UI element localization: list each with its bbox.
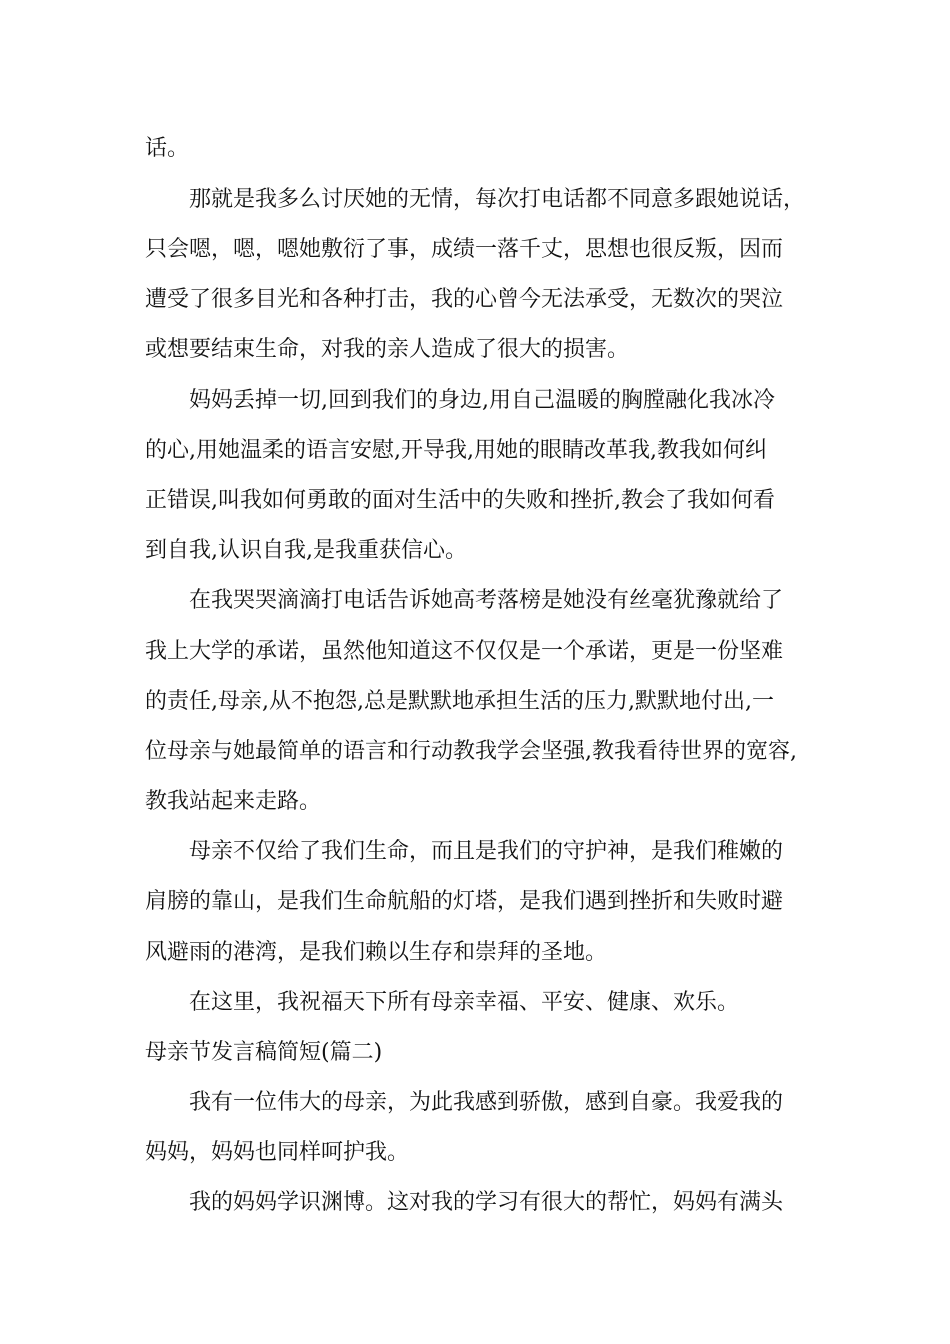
text-line: 我的妈妈学识渊博。这对我的学习有很大的帮忙，妈妈有满头	[189, 1190, 784, 1215]
text-line: 只会嗯，嗯，嗯她敷衍了事，成绩一落千丈，思想也很反叛，因而	[145, 237, 784, 262]
text-line: 教我站起来走路。	[145, 789, 322, 814]
text-line: 的心,用她温柔的语言安慰,开导我,用她的眼睛改革我,教我如何纠	[145, 438, 767, 463]
text-line: 或想要结束生命，对我的亲人造成了很大的损害。	[145, 337, 630, 362]
text-line: 肩膀的靠山，是我们生命航船的灯塔，是我们遇到挫折和失败时避	[145, 889, 784, 914]
text-line: 话。	[145, 136, 190, 161]
text-line: 妈妈丢掉一切,回到我们的身边,用自己温暖的胸膛融化我冰冷	[189, 388, 775, 413]
text-line: 遭受了很多目光和各种打击，我的心曾今无法承受，无数次的哭泣	[145, 287, 784, 312]
text-line: 正错误,叫我如何勇敢的面对生活中的失败和挫折,教会了我如何看	[145, 488, 775, 513]
text-line: 那就是我多么讨厌她的无情，每次打电话都不同意多跟她说话，	[189, 187, 806, 212]
text-line: 母亲不仅给了我们生命，而且是我们的守护神，是我们稚嫩的	[189, 839, 784, 864]
text-line: 妈妈，妈妈也同样呵护我。	[145, 1140, 410, 1165]
text-line: 位母亲与她最简单的语言和行动教我学会坚强,教我看待世界的宽容,	[145, 739, 797, 764]
text-line: 的责任,母亲,从不抱怨,总是默默地承担生活的压力,默默地付出,一	[145, 689, 774, 714]
text-line: 在这里，我祝福天下所有母亲幸福、平安、健康、欢乐。	[189, 990, 740, 1015]
text-line: 风避雨的港湾，是我们赖以生存和崇拜的圣地。	[145, 940, 608, 965]
text-line: 在我哭哭滴滴打电话告诉她高考落榜是她没有丝毫犹豫就给了	[189, 588, 784, 613]
text-line: 我有一位伟大的母亲，为此我感到骄傲，感到自豪。我爱我的	[189, 1090, 784, 1115]
text-line: 到自我,认识自我,是我重获信心。	[145, 538, 467, 563]
text-line: 我上大学的承诺，虽然他知道这不仅仅是一个承诺，更是一份坚难	[145, 639, 784, 664]
section-heading: 母亲节发言稿简短(篇二)	[145, 1040, 383, 1065]
